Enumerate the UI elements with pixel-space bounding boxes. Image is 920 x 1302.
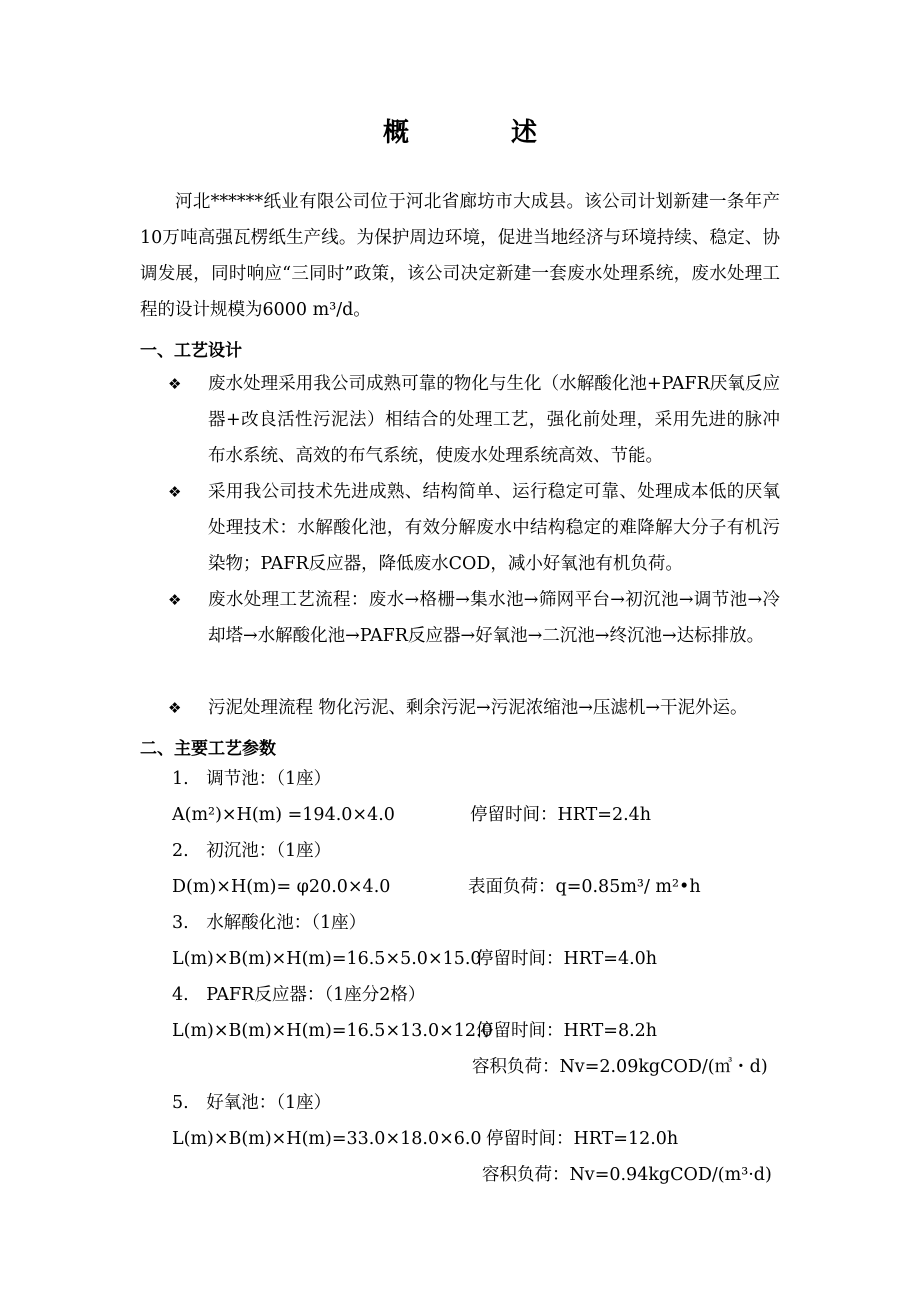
- param-value: 停留时间：HRT=12.0h: [486, 1129, 679, 1149]
- param-formula: D(m)×H(m)= φ20.0×4.0: [172, 877, 391, 897]
- bullet-text: 废水处理采用我公司成熟可靠的物化与生化（水解酸化池+PAFR厌氧反应器+改良活性污泥法）相结合的处理工艺，强化前处理，采用先进的脉冲布水系统、高效的布气系统，使废水处理系统高效、节能。: [208, 374, 780, 466]
- bullet-text: 废水处理工艺流程：废水→格栅→集水池→筛网平台→初沉池→调节池→冷却塔→水解酸化池→PAFR反应器→好氧池→二沉池→终沉池→达标排放。: [208, 590, 780, 646]
- section-heading-process-design: 一、工艺设计: [140, 341, 242, 361]
- bullet-text: 污泥处理流程 物化污泥、剩余污泥→污泥浓缩池→压滤机→干泥外运。: [208, 698, 748, 718]
- param-value: 表面负荷：q=0.85m³/ m²•h: [468, 877, 701, 897]
- param-formula: L(m)×B(m)×H(m)=33.0×18.0×6.0: [172, 1129, 482, 1149]
- diamond-bullet-icon: ❖: [168, 591, 182, 609]
- param-value: 停留时间：HRT=2.4h: [470, 805, 652, 825]
- param-value: 停留时间：HRT=4.0h: [476, 949, 658, 969]
- bullet-item: [140, 474, 780, 582]
- param-value: 容积负荷：Nv=0.94kgCOD/(m³·d): [482, 1165, 772, 1185]
- param-formula: A(m²)×H(m) =194.0×4.0: [172, 805, 395, 825]
- param-value: 容积负荷：Nv=2.09kgCOD/(㎥・d): [472, 1057, 768, 1077]
- param-formula: L(m)×B(m)×H(m)=16.5×5.0×15.0: [172, 949, 482, 969]
- param-item-title: 4. PAFR反应器：（1座分2格）: [172, 985, 426, 1005]
- bullet-item: [140, 366, 780, 474]
- page-title: 概 述: [382, 118, 575, 148]
- param-item-title: 2. 初沉池：（1座）: [172, 841, 332, 861]
- bullet-text: 采用我公司技术先进成熟、结构简单、运行稳定可靠、处理成本低的厌氧处理技术：水解酸化池，有效分解废水中结构稳定的难降解大分子有机污染物；PAFR反应器，降低废水COD，减小好氧池有机负荷。: [208, 482, 780, 574]
- param-formula: L(m)×B(m)×H(m)=16.5×13.0×12.0: [172, 1021, 493, 1041]
- diamond-bullet-icon: ❖: [168, 699, 182, 717]
- bullet-item: [140, 690, 780, 726]
- diamond-bullet-icon: ❖: [168, 483, 182, 501]
- section-heading-main-parameters: 二、主要工艺参数: [140, 739, 276, 759]
- param-item-title: 1. 调节池：（1座）: [172, 769, 332, 789]
- param-item-title: 5. 好氧池：（1座）: [172, 1093, 332, 1113]
- bullet-item: [140, 582, 780, 654]
- diamond-bullet-icon: ❖: [168, 375, 182, 393]
- param-value: 停留时间：HRT=8.2h: [476, 1021, 658, 1041]
- param-item-title: 3. 水解酸化池：（1座）: [172, 913, 367, 933]
- intro-paragraph: 河北******纸业有限公司位于河北省廊坊市大成县。该公司计划新建一条年产10万吨高强瓦楞纸生产线。为保护周边环境，促进当地经济与环境持续、稳定、协调发展，同时响应“三同时”政策，该公司决定新建一套废水处理系统，废水处理工程的设计规模为6000 m³/d。: [140, 192, 780, 320]
